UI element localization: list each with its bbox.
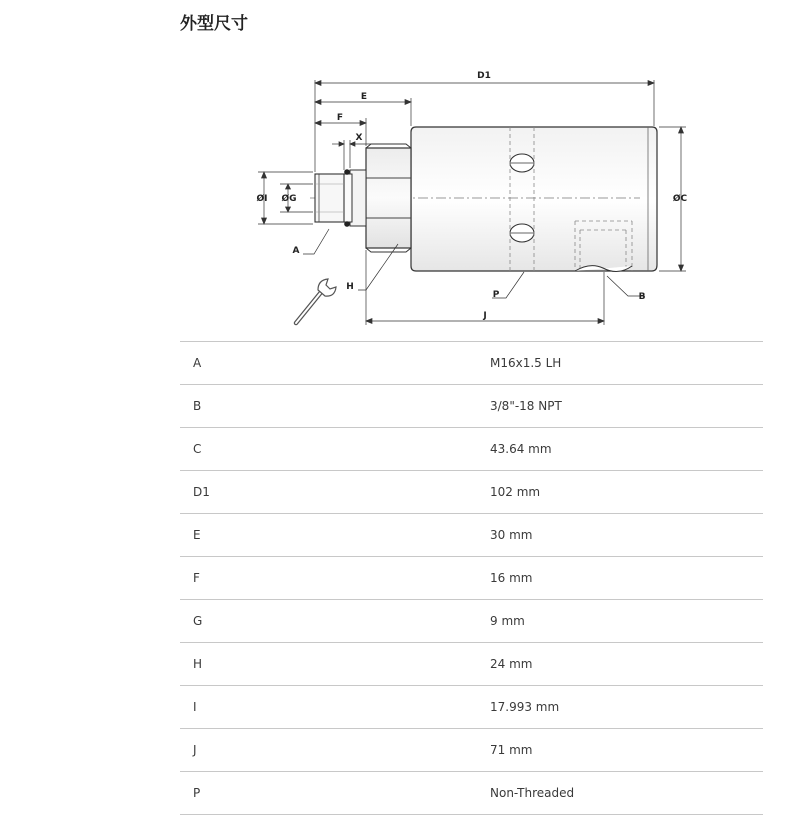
spec-value: 30 mm (490, 514, 763, 557)
label-b: B (638, 292, 646, 302)
table-row (180, 428, 763, 471)
spec-value: 24 mm (490, 643, 763, 686)
table-row (180, 557, 763, 600)
wrench-icon (296, 279, 336, 323)
dimension-drawing (180, 60, 764, 340)
label-oc: ØC (672, 194, 688, 204)
spec-key: D1 (180, 471, 490, 514)
spec-value: M16x1.5 LH (490, 342, 763, 385)
spec-key: F (180, 557, 490, 600)
spec-key: A (180, 342, 490, 385)
label-x: X (355, 133, 363, 143)
table-row (180, 729, 763, 772)
neck-and-o-ring (344, 169, 366, 227)
label-og: ØG (281, 194, 297, 204)
spec-key: J (180, 729, 490, 772)
spec-value: 16 mm (490, 557, 763, 600)
table-row (180, 342, 763, 385)
table-row (180, 686, 763, 729)
spec-value: 17.993 mm (490, 686, 763, 729)
spec-value: Non-Threaded (490, 772, 763, 815)
table-row (180, 772, 763, 815)
spec-key: H (180, 643, 490, 686)
table-row (180, 600, 763, 643)
table-row (180, 643, 763, 686)
table-row (180, 471, 763, 514)
label-j: J (483, 311, 487, 321)
spec-key: P (180, 772, 490, 815)
table-row (180, 514, 763, 557)
spec-key: E (180, 514, 490, 557)
threaded-spigot (315, 174, 344, 222)
spec-key: I (180, 686, 490, 729)
label-f: F (336, 113, 344, 123)
label-oi: ØI (256, 194, 268, 204)
spec-value: 71 mm (490, 729, 763, 772)
page-title: 外型尺寸 (180, 14, 248, 34)
label-h: H (346, 282, 354, 292)
table-row (180, 385, 763, 428)
spec-key: G (180, 600, 490, 643)
label-a: A (292, 246, 300, 256)
spec-value: 3/8"-18 NPT (490, 385, 763, 428)
dimension-spec-table (180, 341, 763, 815)
label-p: P (492, 290, 500, 300)
spec-value: 43.64 mm (490, 428, 763, 471)
hex-section (366, 144, 411, 252)
spec-value: 102 mm (490, 471, 763, 514)
label-e: E (360, 92, 368, 102)
label-d1: D1 (477, 71, 491, 81)
spec-key: B (180, 385, 490, 428)
spec-value: 9 mm (490, 600, 763, 643)
spec-key: C (180, 428, 490, 471)
